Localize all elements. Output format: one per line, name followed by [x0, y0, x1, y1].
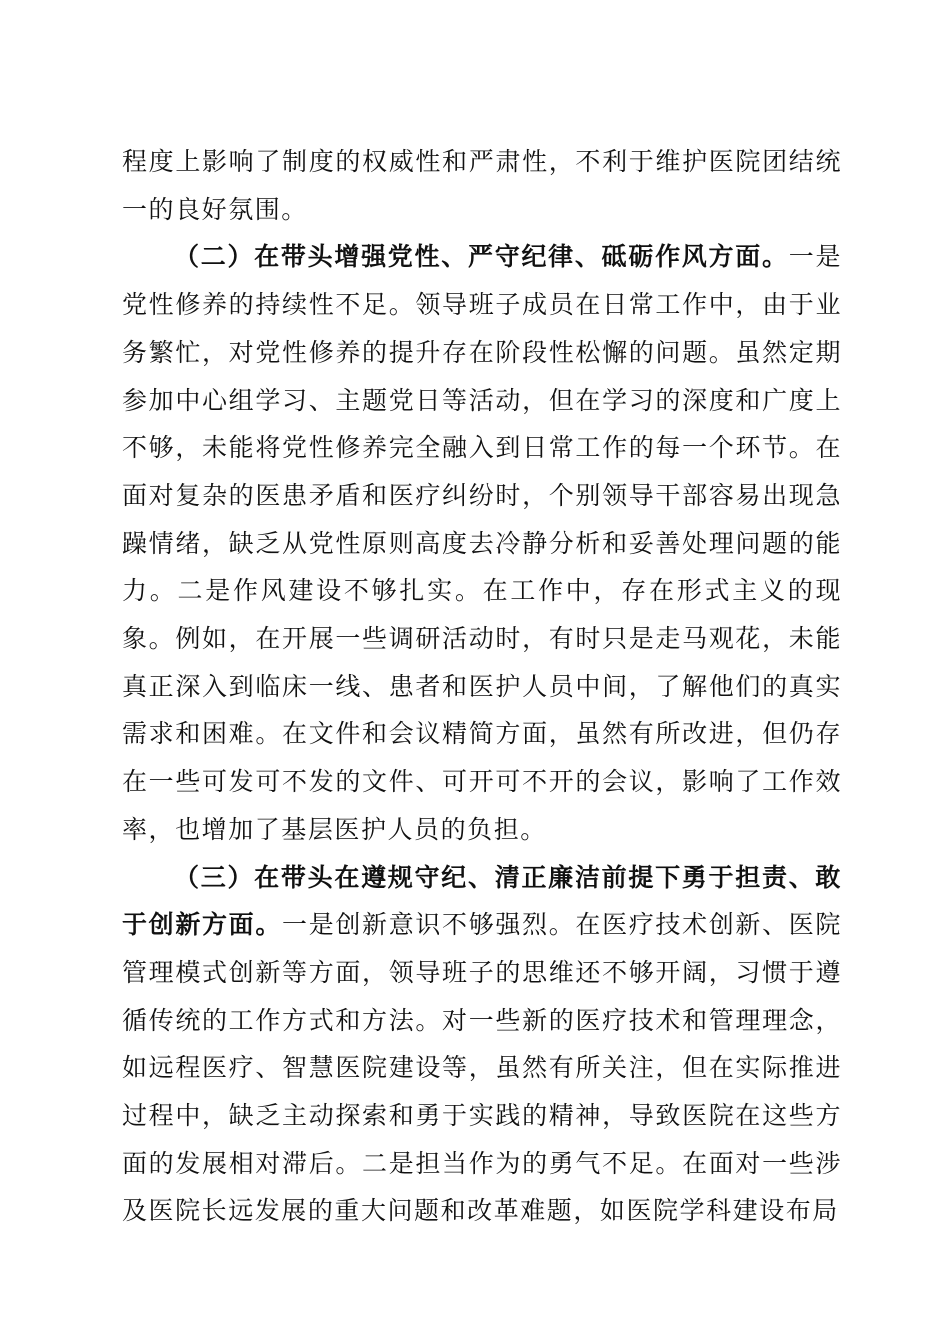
section-heading: （三）在带头在遵规守纪、清正廉洁前提下勇于担责、敢于创新方面。 — [122, 862, 842, 940]
paragraph-text: 程度上影响了制度的权威性和严肃性，不利于维护医院团结统一的良好氛围。 — [122, 147, 842, 224]
document-body — [122, 138, 842, 1235]
paragraph-section-two — [122, 233, 842, 853]
section-heading: （二）在带头增强党性、严守纪律、砥砺作风方面。 — [174, 242, 789, 272]
paragraph-section-three — [122, 854, 842, 1236]
paragraph-text: 一是党性修养的持续性不足。领导班子成员在日常工作中，由于业务繁忙，对党性修养的提升存在阶段性松懈的问题。虽然定期参加中心组学习、主题党日等活动，但在学习的深度和广度上不够，未能将党性修养完全融入到日常工作的每一个环节。在面对复杂的医患矛盾和医疗纠纷时，个别领导干部容易出现急躁情绪，缺乏从党性原则高度去冷静分析和妥善处理问题的能力。二是作风建设不够扎实。在工作中，存在形式主义的现象。例如，在开展一些调研活动时，有时只是走马观花，未能真正深入到临床一线、患者和医护人员中间，了解他们的真实需求和困难。在文件和会议精简方面，虽然有所改进，但仍存在一些可发可不发的文件、可开可不开的会议，影响了工作效率，也增加了基层医护人员的负担。 — [122, 242, 842, 844]
paragraph-text: 一是创新意识不够强烈。在医疗技术创新、医院管理模式创新等方面，领导班子的思维还不够开阔，习惯于遵循传统的工作方式和方法。对一些新的医疗技术和管理理念，如远程医疗、智慧医院建设等，虽然有所关注，但在实际推进过程中，缺乏主动探索和勇于实践的精神，导致医院在这些方面的发展相对滞后。二是担当作为的勇气不足。在面对一些涉及医院长远发展的重大问题和改革难题，如医院学科建设布局 — [122, 910, 842, 1226]
paragraph-continued — [122, 138, 842, 233]
